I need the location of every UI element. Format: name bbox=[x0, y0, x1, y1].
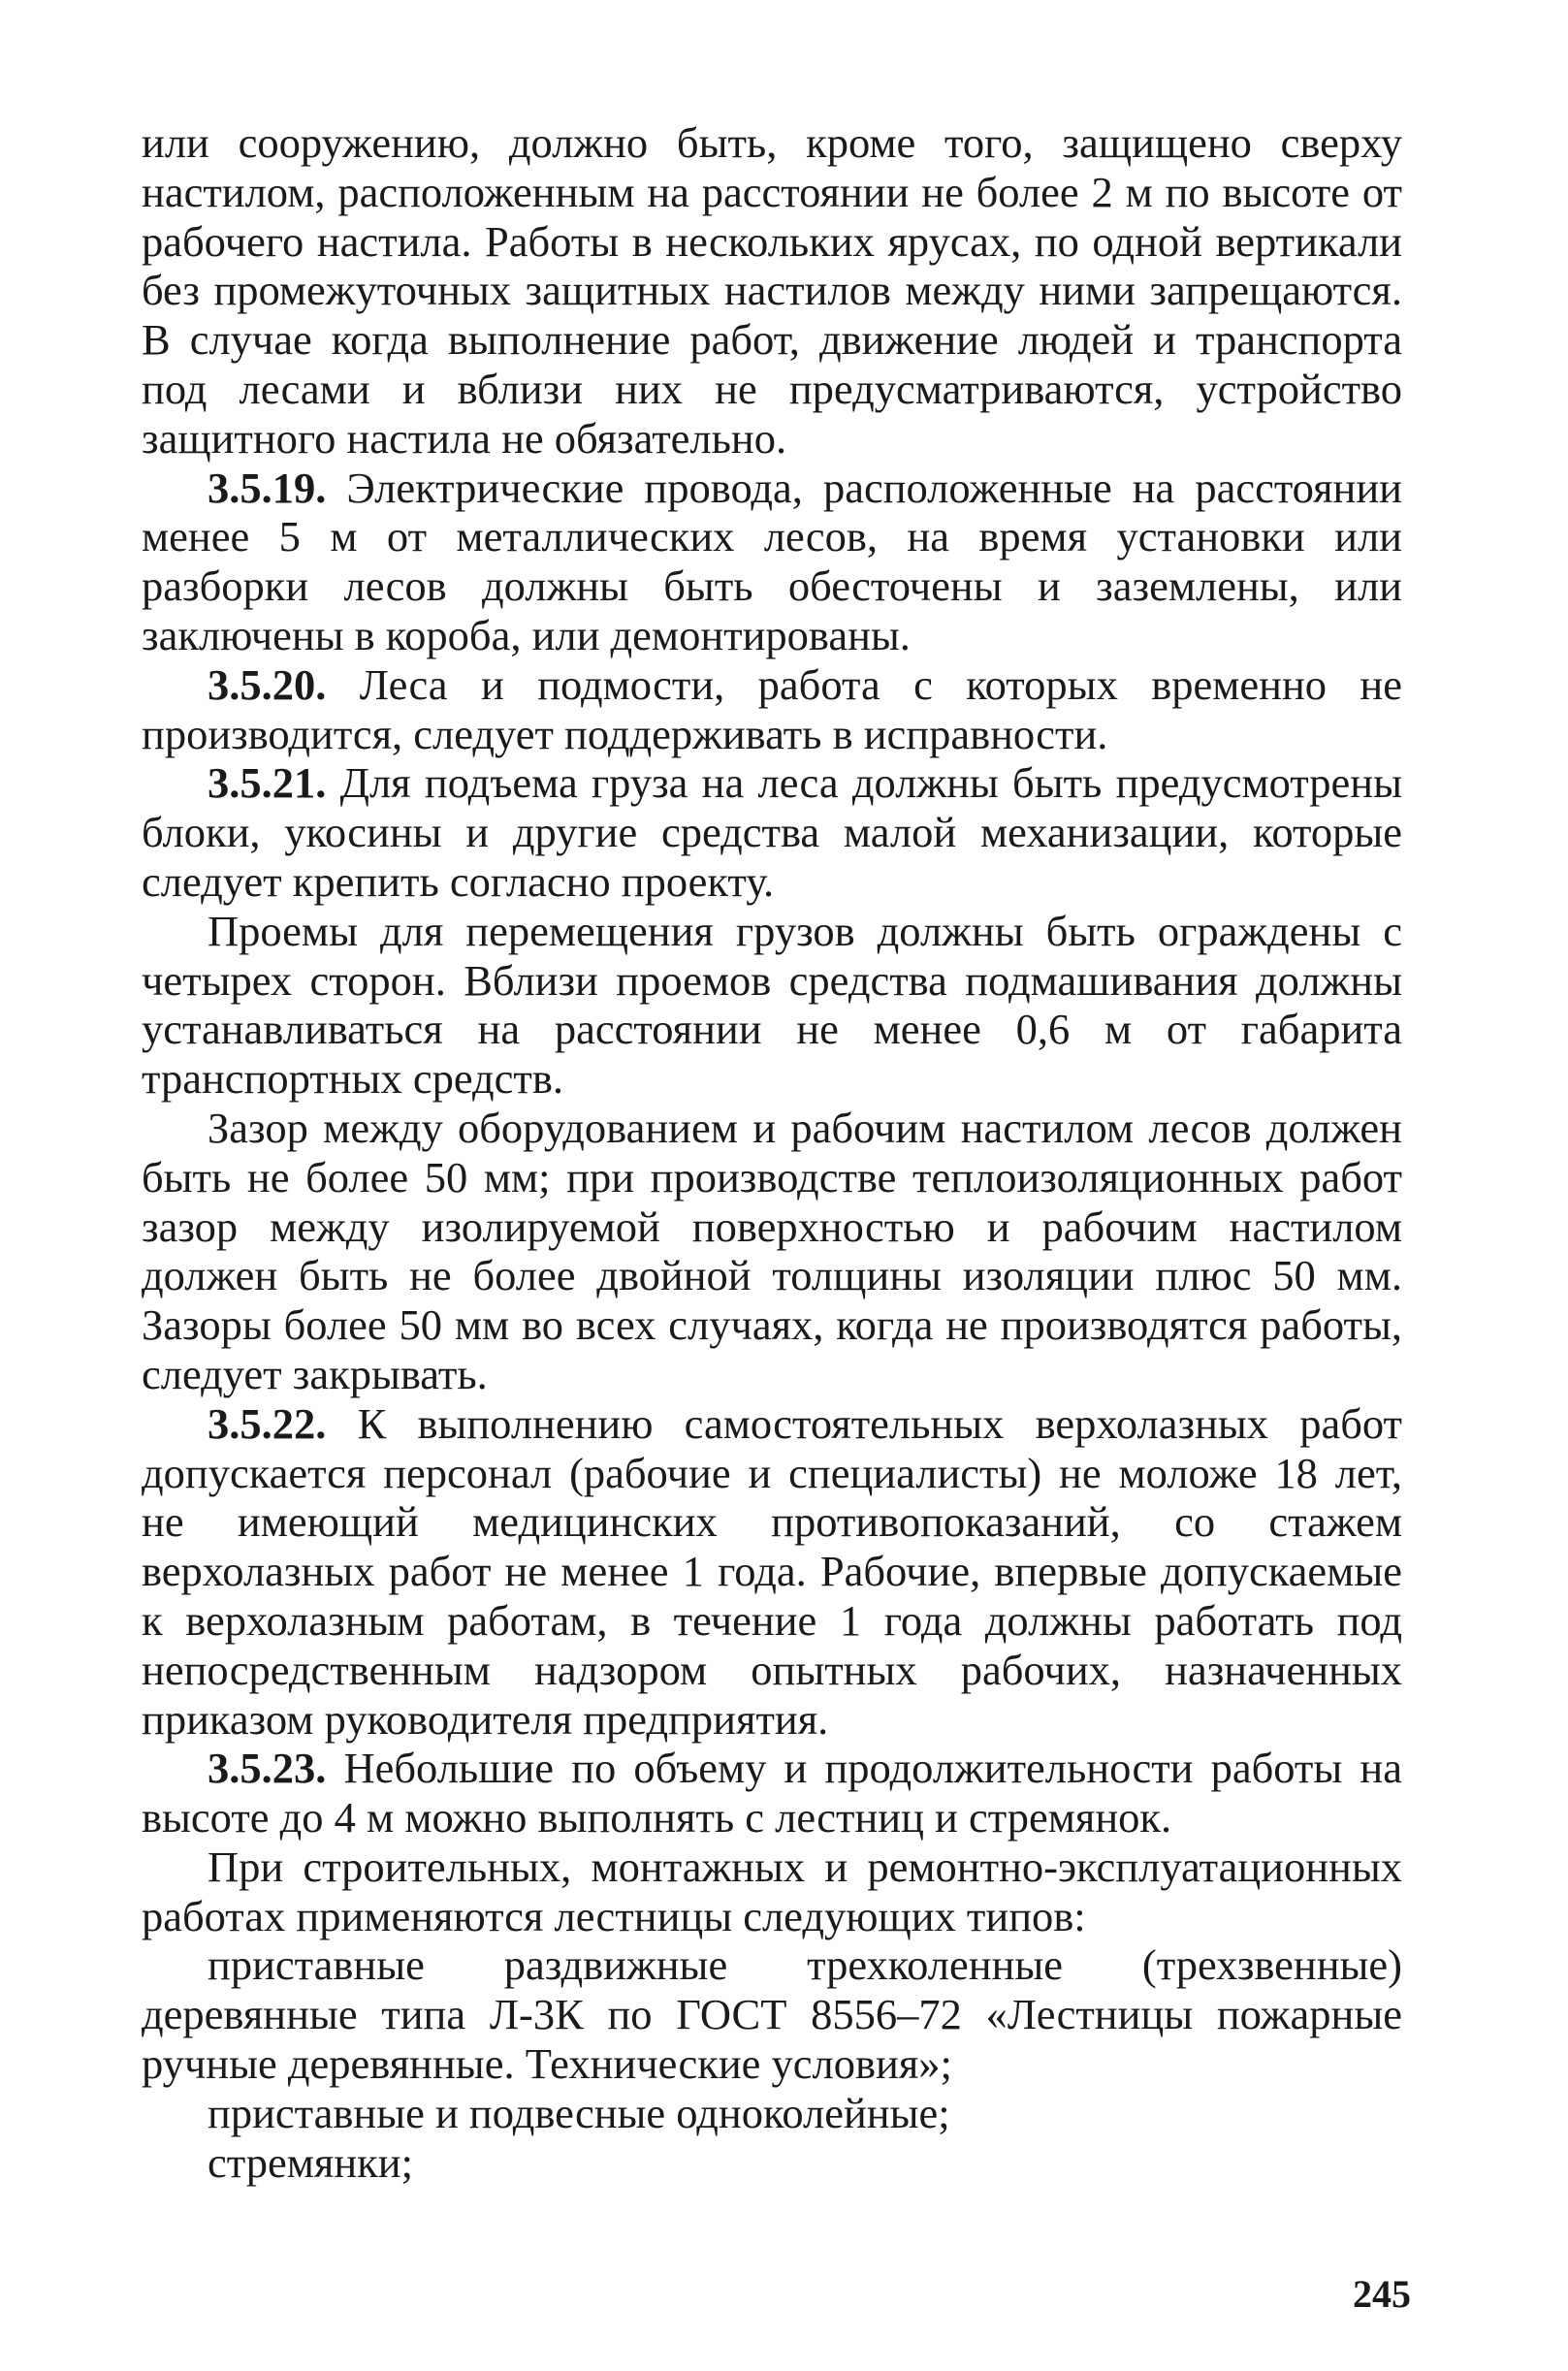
list-item-stepladders bbox=[142, 2138, 1402, 2188]
paragraph-text: стремянки; bbox=[208, 2137, 413, 2187]
body-text bbox=[142, 118, 1402, 2187]
clause-3-5-19 bbox=[142, 464, 1402, 660]
paragraph-text: Электрические провода, расположенные на расстоянии менее 5 м от металлических лесов, на время установки или разборки лесов должны быть обесточены и заземлены, или заключены в короба, или демонтированы. bbox=[142, 463, 1402, 659]
paragraph-text: или сооружению, должно быть, кроме того, защищено сверху настилом, расположенным на расстоянии не более 2 м по высоте от рабочего настила. Работы в нескольких ярусах, по одной вертикали без промежуточных защитных настилов между ними запрещаются. В случае когда выполнение работ, движение людей и транспорта под лесами и вблизи них не предусматриваются, устройство защитного настила не обязательно. bbox=[142, 118, 1402, 463]
paragraph-text: При строительных, монтажных и ремонтно-эксплуатационных работах применяются лестницы следующих типов: bbox=[142, 1842, 1402, 1940]
list-item-hanging-ladders bbox=[142, 2089, 1402, 2138]
paragraph-text: Для подъема груза на леса должны быть предусмотрены блоки, укосины и другие средства малой механизации, которые следует крепить согласно проекту. bbox=[142, 758, 1402, 906]
paragraph-text: Небольшие по объему и продолжительности работы на высоте до 4 м можно выполнять с лестниц и стремянок. bbox=[142, 1744, 1402, 1842]
paragraph-text: приставные раздвижные трехколенные (трехзвенные) деревянные типа Л-3К по ГОСТ 8556–72 «Лестницы пожарные ручные деревянные. Технические условия»; bbox=[142, 1940, 1402, 2089]
page-number: 245 bbox=[1353, 2272, 1411, 2316]
paragraph-ladder-types bbox=[142, 1842, 1402, 1941]
list-item-extension-ladders bbox=[142, 1940, 1402, 2088]
paragraph-text: Леса и подмости, работа с которых временно не производится, следует поддерживать в исправности. bbox=[142, 659, 1402, 758]
clause-3-5-21 bbox=[142, 758, 1402, 906]
paragraph-text: Зазор между оборудованием и рабочим настилом лесов должен быть не более 50 мм; при производстве теплоизоляционных работ зазор между изолируемой поверхностью и рабочим настилом должен быть не более двойной толщины изоляции плюс 50 мм. Зазоры более 50 мм во всех случаях, когда не производятся работы, следует закрывать. bbox=[142, 1103, 1402, 1398]
paragraph-text: Проемы для перемещения грузов должны быть ограждены с четырех сторон. Вблизи проемов средства подмашивания должны устанавливаться на расстоянии не менее 0,6 м от габарита транспортных средств. bbox=[142, 906, 1402, 1104]
paragraph-openings bbox=[142, 907, 1402, 1104]
clause-number: 3.5.20. bbox=[208, 659, 327, 709]
clause-3-5-23 bbox=[142, 1744, 1402, 1842]
paragraph-continuation bbox=[142, 118, 1402, 464]
clause-3-5-20 bbox=[142, 660, 1402, 759]
clause-number: 3.5.22. bbox=[208, 1398, 327, 1448]
clause-number: 3.5.19. bbox=[208, 463, 327, 512]
clause-number: 3.5.21. bbox=[208, 758, 327, 808]
clause-number: 3.5.23. bbox=[208, 1744, 327, 1793]
paragraph-gap bbox=[142, 1104, 1402, 1399]
paragraph-text: приставные и подвесные одноколейные; bbox=[208, 2088, 950, 2137]
paragraph-text: К выполнению самостоятельных верхолазных работ допускается персонал (рабочие и специалисты) не моложе 18 лет, не имеющий медицинских противопоказаний, со стажем верхолазных работ не менее 1 года. Рабочие, впервые допускаемые к верхолазным работам, в течение 1 года должны работать под непосредственным надзором опытных рабочих, назначенных приказом руководителя предприятия. bbox=[142, 1398, 1402, 1744]
clause-3-5-22 bbox=[142, 1399, 1402, 1745]
